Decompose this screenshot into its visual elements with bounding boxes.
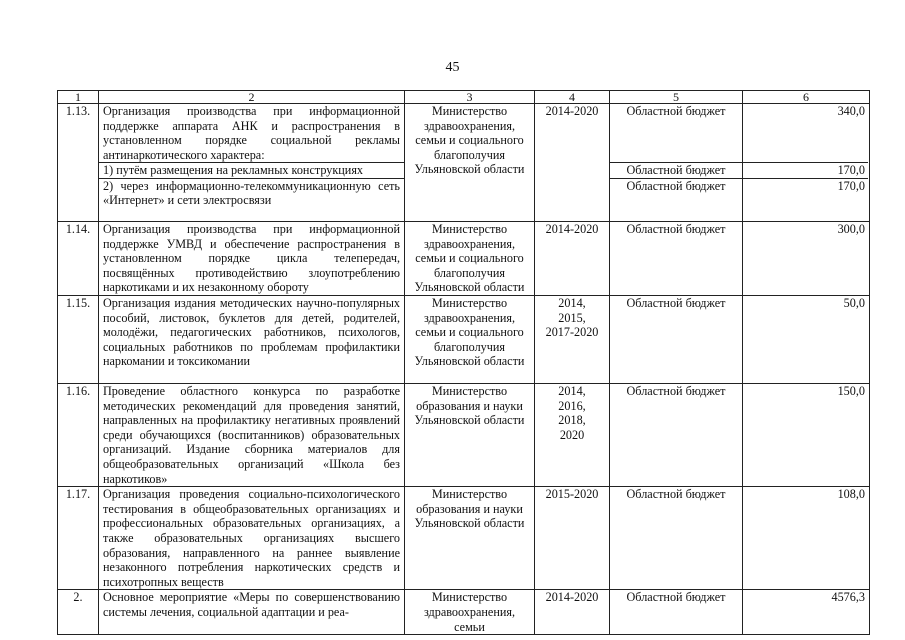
row-amount [743,104,870,222]
row-number: 1.13. [58,104,99,222]
table-row [58,104,870,222]
table-row [58,222,870,296]
row-description: Основное мероприятие «Меры по совершенствованию системы лечения, социальной адаптации и реа- [99,590,405,635]
row-organization: Министерство образования и науки Ульяновской области [405,384,535,487]
row-number: 1.16. [58,384,99,487]
row-organization: Министерство образования и науки Ульяновской области [405,487,535,590]
row-funding-source: Областной бюджет [610,590,743,635]
funding-source: Областной бюджет [610,178,742,209]
row-amount: 300,0 [743,222,870,296]
row-years: 2014-2020 [535,222,610,296]
table-header-row [58,91,870,104]
row-organization: Министерство здравоохранения, семьи [405,590,535,635]
row-description [99,104,405,222]
row-amount: 108,0 [743,487,870,590]
row-funding-source: Областной бюджет [610,296,743,384]
row-funding-source: Областной бюджет [610,487,743,590]
funding-source: Областной бюджет [626,104,726,118]
row-organization: Министерство здравоохранения, семьи и социального благополучия Ульяновской области [405,296,535,384]
column-header: 4 [535,91,610,104]
row-number: 1.17. [58,487,99,590]
row-amount: 4576,3 [743,590,870,635]
amount-value: 170,0 [743,162,868,178]
row-organization: Министерство здравоохранения, семьи и социального благополучия Ульяновской области [405,222,535,296]
funding-source: Областной бюджет [610,162,742,178]
row-funding-source [610,104,743,222]
row-funding-source: Областной бюджет [610,222,743,296]
column-header: 5 [610,91,743,104]
row-years: 2014, 2015, 2017-2020 [535,296,610,384]
column-header: 3 [405,91,535,104]
row-description: Организация проведения социально-психологического тестирования в общеобразовательных организациях и профессиональных образовательных организациях, а также образовательных организациях высшего образования, направленного на раннее выявление незаконного потребления наркотических средств и психотропных веществ [99,487,405,590]
row-years: 2014-2020 [535,104,610,222]
row-years: 2015-2020 [535,487,610,590]
measures-table [57,90,870,635]
row-number: 1.15. [58,296,99,384]
amount-value: 340,0 [837,104,865,118]
measure-text: Организация производства при информационной поддержке аппарата АНК и распространения в установленном порядке социальной рекламы антинаркотического характера: [103,104,400,162]
column-header: 2 [99,91,405,104]
column-header: 6 [743,91,870,104]
row-description: Организация издания методических научно-популярных пособий, листовок, буклетов для детей, родителей, молодёжи, педагогических работников, психологов, социальных работников по проблемам профилактики наркомании и токсикомании [99,296,405,384]
table-row [58,384,870,487]
row-amount: 50,0 [743,296,870,384]
row-description: Проведение областного конкурса по разработке методических рекомендаций для проведения занятий, направленных на профилактику негативных проявлений среди обучающихся (воспитанников) образовательных организаций. Издание сборника материалов для общеобразовательных организаций «Школа без наркотиков» [99,384,405,487]
table-row [58,296,870,384]
table-row [58,590,870,635]
row-amount: 150,0 [743,384,870,487]
row-organization: Министерство здравоохранения, семьи и социального благополучия Ульяновской области [405,104,535,222]
page-number: 45 [445,60,460,75]
table-row [58,487,870,590]
row-description: Организация производства при информационной поддержке УМВД и обеспечение распространения в установленном порядке цикла телепередач, посвящённых противодействию злоупотреблению наркотиками и их незаконному обороту [99,222,405,296]
row-number: 2. [58,590,99,635]
row-years: 2014, 2016, 2018, 2020 [535,384,610,487]
row-years: 2014-2020 [535,590,610,635]
amount-value: 170,0 [743,178,868,209]
column-header: 1 [58,91,99,104]
measure-subitem: 1) путём размещения на рекламных конструкциях [99,162,404,178]
measure-subitem: 2) через информационно-телекоммуникационную сеть «Интернет» и сети электросвязи [99,178,404,208]
row-funding-source: Областной бюджет [610,384,743,487]
row-number: 1.14. [58,222,99,296]
